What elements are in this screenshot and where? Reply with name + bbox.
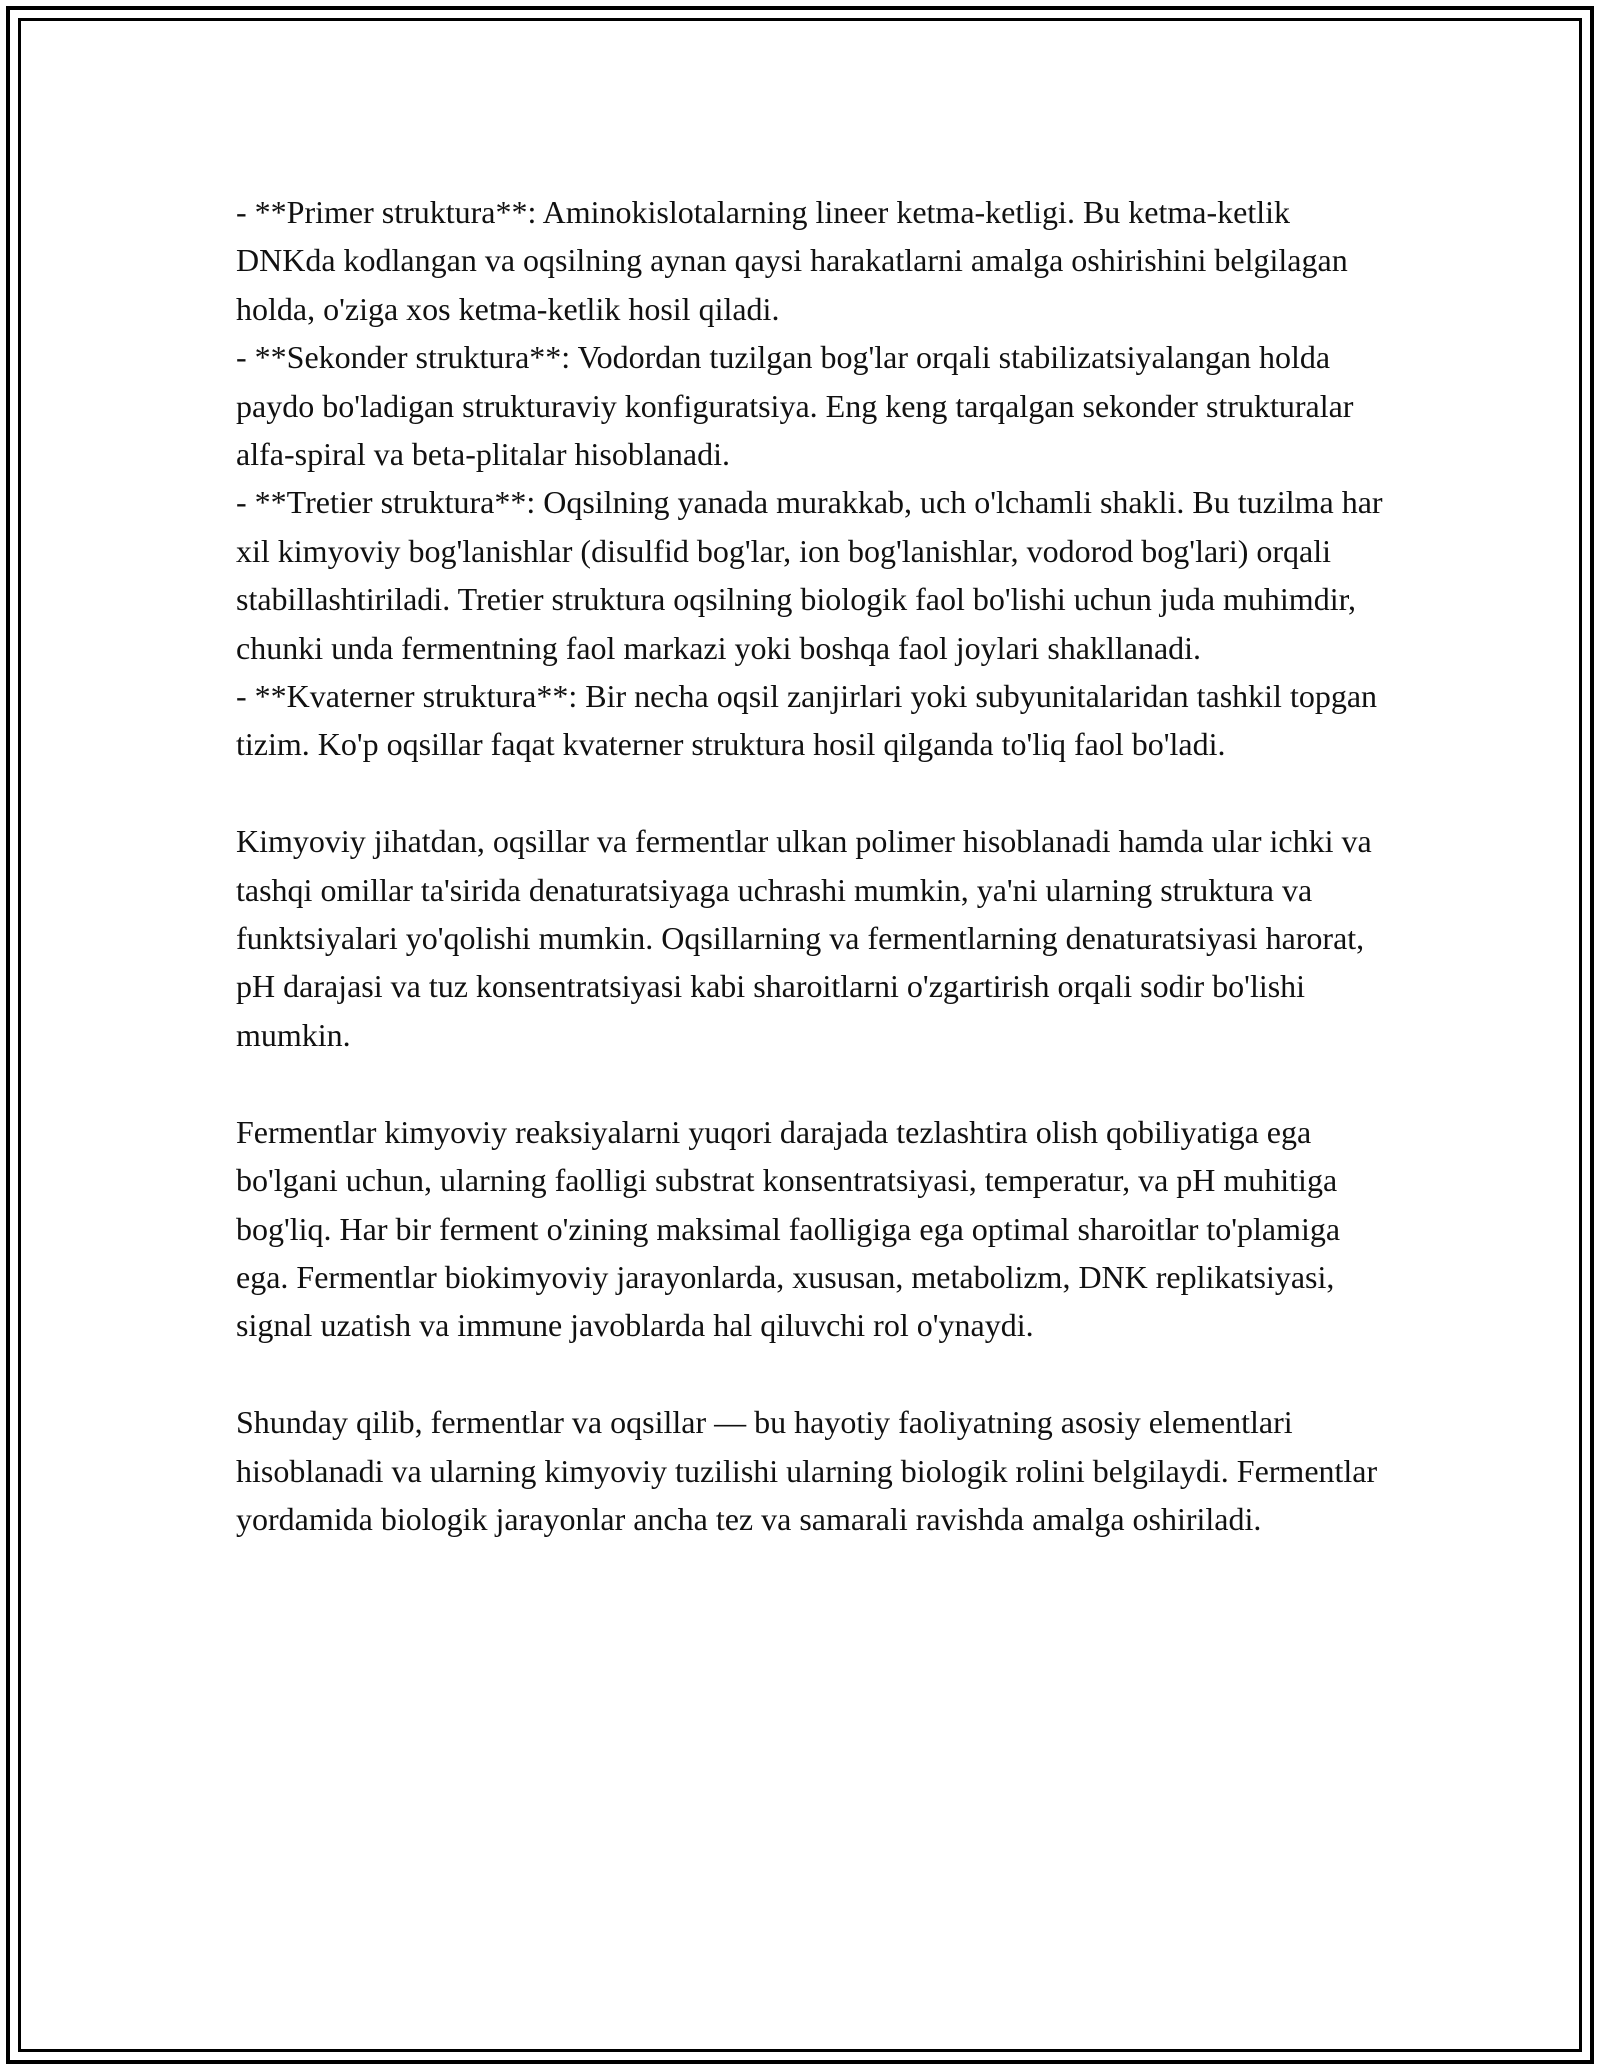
paragraph-conclusion: Shunday qilib, fermentlar va oqsillar — bu hayotiy faoliyatning asosiy elementlari hisoblanadi va ularning kimyoviy tuzilishi ularning biologik rolini belgilaydi. Fermentlar yordamida biologik jarayonlar ancha tez va samarali ravishda amalga oshiriladi. bbox=[236, 1404, 1378, 1537]
paragraph-enzymes: Fermentlar kimyoviy reaksiyalarni yuqori darajada tezlashtira olish qobiliyatiga ega bo'lgani uchun, ularning faolligi substrat konsentratsiyasi, temperatur, va pH muhitiga bog'liq. Har bir ferment o'zining maksimal faolligiga ega optimal sharoitlar to'plamiga ega. Fermentlar biokimyoviy jarayonlarda, xususan, metabolizm, DNK replikatsiyasi, signal uzatish va immune javoblarda hal qiluvchi rol o'ynaydi. bbox=[236, 1113, 1341, 1344]
document-body bbox=[236, 188, 1386, 1543]
paragraph-denaturation: Kimyoviy jihatdan, oqsillar va fermentlar ulkan polimer hisoblanadi hamda ular ichki va tashqi omillar ta'sirida denaturatsiyaga uchrashi mumkin, ya'ni ularning struktura va funktsiyalari yo'qolishi mumkin. Oqsillarning va fermentlarning denaturatsiyasi harorat, pH darajasi va tuz konsentratsiyasi kabi sharoitlarni o'zgartirish orqali sodir bo'lishi mumkin. bbox=[236, 823, 1372, 1053]
list-item-primary-structure: - **Primer struktura**: Aminokislotalarning lineer ketma-ketligi. Bu ketma-ketlik DNKda kodlangan va oqsilning aynan qaysi harakatlarni amalga oshirishini belgilagan holda, o'ziga xos ketma-ketlik hosil qiladi. bbox=[236, 194, 1348, 327]
list-item-secondary-structure: - **Sekonder struktura**: Vodordan tuzilgan bog'lar orqali stabilizatsiyalangan holda paydo bo'ladigan strukturaviy konfiguratsiya. Eng keng tarqalgan sekonder strukturalar alfa-spiral va beta-plitalar hisoblanadi. bbox=[236, 339, 1354, 473]
list-item-tertiary-structure: - **Tretier struktura**: Oqsilning yanada murakkab, uch o'lchamli shakli. Bu tuzilma har xil kimyoviy bog'lanishlar (disulfid bog'lar, ion bog'lanishlar, vodorod bog'lari) orqali stabillashtiriladi. Tretier struktura oqsilning biologik faol bo'lishi uchun juda muhimdir, chunki unda fermentning faol markazi yoki boshqa faol joylari shakllanadi. bbox=[236, 484, 1383, 666]
structure-list bbox=[236, 188, 1386, 769]
list-item-quaternary-structure: - **Kvaterner struktura**: Bir necha oqsil zanjirlari yoki subyunitalaridan tashkil topgan tizim. Ko'p oqsillar faqat kvaterner struktura hosil qilganda to'liq faol bo'ladi. bbox=[236, 678, 1378, 763]
